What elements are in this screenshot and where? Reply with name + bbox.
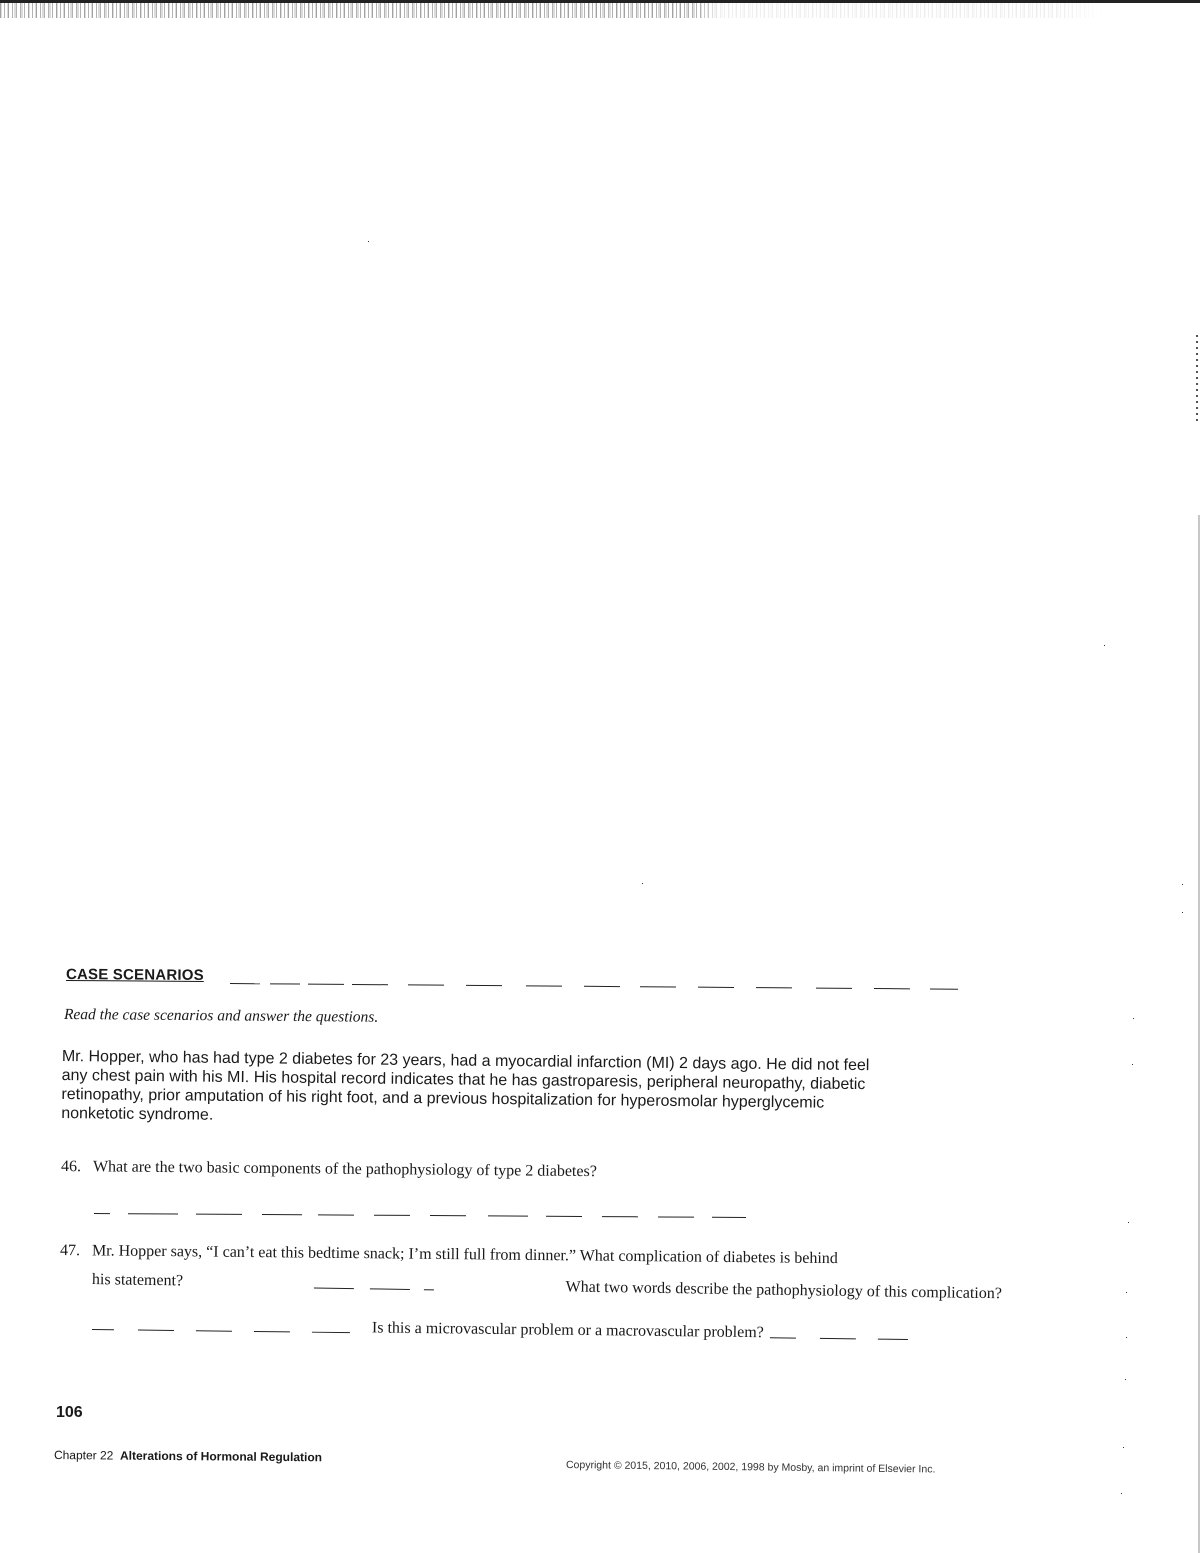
page-number: 106 <box>56 1404 83 1421</box>
case-scenario-paragraph: Mr. Hopper, who has had type 2 diabetes for 23 years, had a myocardial infarction (MI) 2 days ago. He did not feel any chest pain with his MI. His hospital record indicates that he has gastroparesis, peripheral neuropathy, diabetic retinopathy, prior amputation of his right foot, and a previous hospitalization for hyperosmolar hyperglycemic nonketotic syndrome. <box>61 1047 870 1124</box>
chapter-title: Alterations of Hormonal Regulation <box>119 1448 323 1465</box>
instructions-text: Read the case scenarios and answer the questions. <box>63 1006 379 1026</box>
answer-47-complication-blank[interactable] <box>314 1286 434 1290</box>
chapter-prefix: Chapter 22 <box>53 1448 114 1463</box>
question-text: Is this a microvascular problem or a macrovascular problem? <box>371 1319 764 1342</box>
question-47-line-3 <box>92 1316 1002 1345</box>
question-47 <box>60 1242 1005 1270</box>
question-text: What two words describe the pathophysiology of this complication? <box>565 1278 1003 1303</box>
scan-speck <box>1128 1222 1129 1223</box>
scan-speck <box>1104 645 1105 646</box>
question-46 <box>61 1158 597 1181</box>
heading-rule <box>230 982 958 990</box>
answer-47-pathophysiology-blank[interactable] <box>92 1328 350 1333</box>
scan-speck <box>1182 884 1183 885</box>
answer-47-vascular-blank[interactable] <box>770 1336 908 1340</box>
answer-46-blank[interactable] <box>94 1212 746 1218</box>
scan-speck <box>1132 1064 1133 1065</box>
scan-speck <box>1133 1018 1134 1019</box>
scan-speck <box>1126 1292 1127 1293</box>
question-text: Mr. Hopper says, “I can’t eat this bedtime snack; I’m still full from dinner.” What complication of diabetes is behind <box>91 1242 838 1268</box>
scan-speck <box>1121 1493 1122 1494</box>
question-number: 47. <box>59 1242 81 1260</box>
scan-speck <box>368 241 369 242</box>
scan-speck <box>1125 1379 1126 1380</box>
scan-speck <box>642 883 643 884</box>
scan-speck <box>1126 1337 1127 1338</box>
section-heading: CASE SCENARIOS <box>65 966 204 984</box>
scan-marks-right <box>1196 335 1198 425</box>
question-number: 46. <box>60 1158 82 1176</box>
copyright-notice: Copyright © 2015, 2010, 2006, 2002, 1998 by Mosby, an imprint of Elsevier Inc. <box>565 1459 936 1476</box>
chapter-label <box>54 1448 322 1464</box>
scan-edge-top <box>0 0 1200 3</box>
question-47-line-2 <box>92 1271 1002 1303</box>
scan-speck <box>1123 1447 1124 1448</box>
question-text: his statement? <box>91 1271 184 1290</box>
scan-speck <box>1182 912 1183 913</box>
question-text: What are the two basic components of the pathophysiology of type 2 diabetes? <box>92 1158 597 1181</box>
